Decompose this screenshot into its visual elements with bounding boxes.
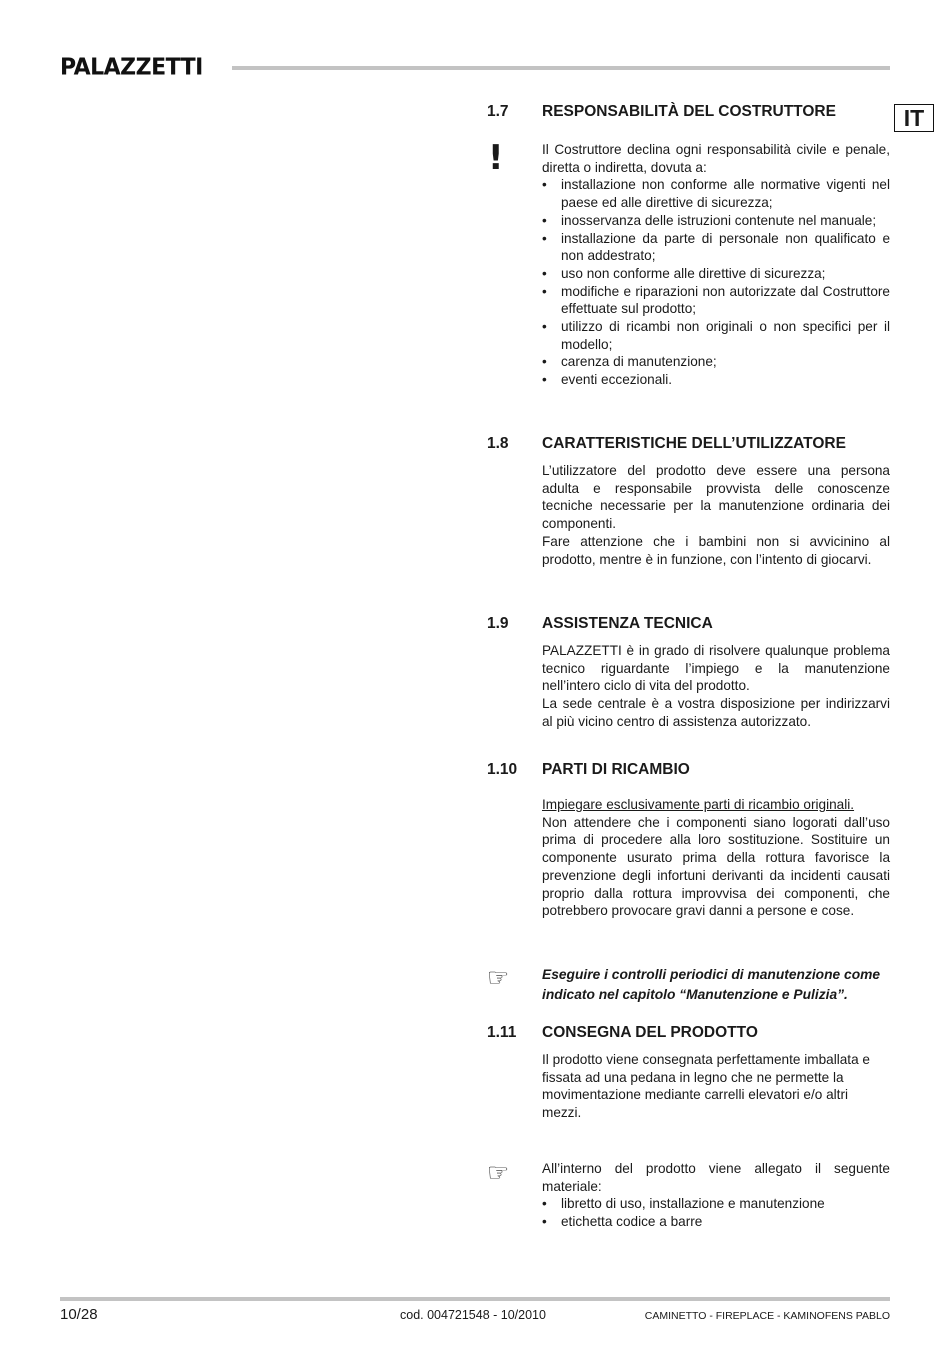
section-title: ASSISTENZA TECNICA <box>542 615 713 632</box>
paragraph: Fare attenzione che i bambini non si avvicinino al prodotto, mentre è in funzione, con l’intento di giocarvi. <box>542 533 890 567</box>
document-code: cod. 004721548 - 10/2010 <box>400 1308 546 1322</box>
delivery-note <box>542 1160 890 1231</box>
section-title: CARATTERISTICHE DELL’UTILIZZATORE <box>542 435 846 452</box>
section-body <box>542 642 890 731</box>
section-title: RESPONSABILITÀ DEL COSTRUTTORE <box>542 103 836 120</box>
list-item: • etichetta codice a barre <box>542 1213 890 1231</box>
maintenance-note <box>542 965 890 1005</box>
paragraph: All’interno del prodotto viene allegato il seguente materiale: <box>542 1161 890 1194</box>
list-item: • carenza di manutenzione; <box>542 353 890 371</box>
note-text: Eseguire i controlli periodici di manutenzione come indicato nel capitolo “Manutenzione e Pulizia”. <box>542 967 881 1002</box>
section-heading <box>487 761 890 783</box>
list-item: • installazione non conforme alle normative vigenti nel paese ed alle direttive di sicurezza; <box>542 176 890 211</box>
section-number: 1.8 <box>487 435 509 452</box>
footer-rule <box>60 1297 890 1301</box>
section-number: 1.10 <box>487 761 518 778</box>
list-item: • installazione da parte di personale non qualificato e non addestrato; <box>542 230 890 265</box>
list-item: • modifiche e riparazioni non autorizzate dal Costruttore effettuate sul prodotto; <box>542 283 890 318</box>
pointing-hand-icon: ☞ <box>487 963 510 992</box>
section-1-9 <box>487 615 890 731</box>
product-name: CAMINETTO - FIREPLACE - KAMINOFENS PABLO <box>644 1310 890 1322</box>
header-rule <box>232 66 890 70</box>
section-heading <box>487 1024 890 1046</box>
underlined-paragraph: Impiegare esclusivamente parti di ricambio originali. <box>542 797 855 812</box>
list-item: • uso non conforme alle direttive di sicurezza; <box>542 265 890 283</box>
list-item: • utilizzo di ricambi non originali o non specifici per il modello; <box>542 318 890 353</box>
paragraph: La sede centrale è a vostra disposizione per indirizzarvi al più vicino centro di assistenza autorizzato. <box>542 696 890 729</box>
section-title: PARTI DI RICAMBIO <box>542 761 690 778</box>
section-1-11 <box>487 1024 890 1122</box>
section-number: 1.11 <box>487 1024 517 1041</box>
list-item: • libretto di uso, installazione e manutenzione <box>542 1195 890 1213</box>
list-item: • inosservanza delle istruzioni contenute nel manuale; <box>542 212 890 230</box>
paragraph: Non attendere che i componenti siano logorati dall’uso prima di procedere alla loro sostituzione. Sostituire un componente usurato prima della rottura favorisce la prevenzione degli infortuni derivanti da incidenti causati proprio dalla rottura improvvisa dei componenti, che potrebbero provocare gravi danni a persone e cose. <box>542 814 890 919</box>
section-number: 1.9 <box>487 615 509 632</box>
bullet-list <box>542 1195 890 1230</box>
section-1-7 <box>487 103 890 389</box>
paragraph: PALAZZETTI è in grado di risolvere qualunque problema tecnico riguardante l’impiego e la manutenzione nell’intero ciclo di vita del prodotto. <box>542 643 890 694</box>
section-body <box>542 462 890 568</box>
language-badge: IT <box>894 104 934 132</box>
section-1-8 <box>487 435 890 568</box>
pointing-hand-icon: ☞ <box>487 1158 510 1187</box>
section-body <box>542 141 890 389</box>
paragraph: Il prodotto viene consegnata perfettamente imballata e fissata ad una pedana in legno che ne permette la movimentazione mediante carrelli elevatori e/o altri mezzi. <box>542 1052 870 1121</box>
section-heading <box>487 103 890 125</box>
bullet-list <box>542 176 890 388</box>
section-heading <box>487 435 890 457</box>
section-heading <box>487 615 890 637</box>
brand-logo: PALAZZETTI <box>60 54 203 81</box>
list-item: • eventi eccezionali. <box>542 371 890 389</box>
section-title: CONSEGNA DEL PRODOTTO <box>542 1024 758 1041</box>
section-number: 1.7 <box>487 103 509 120</box>
section-1-10 <box>487 761 890 920</box>
paragraph: L’utilizzatore del prodotto deve essere una persona adulta e responsabile provvista delle conoscenze tecniche necessarie per la manutenzione ordinaria dei componenti. <box>542 463 890 532</box>
section-body <box>542 796 890 920</box>
section-body <box>542 1051 890 1122</box>
exclamation-icon: ! <box>488 138 504 178</box>
paragraph: Il Costruttore declina ogni responsabilità civile e penale, diretta o indiretta, dovuta a: <box>542 142 890 175</box>
page-number: 10/28 <box>60 1306 98 1323</box>
